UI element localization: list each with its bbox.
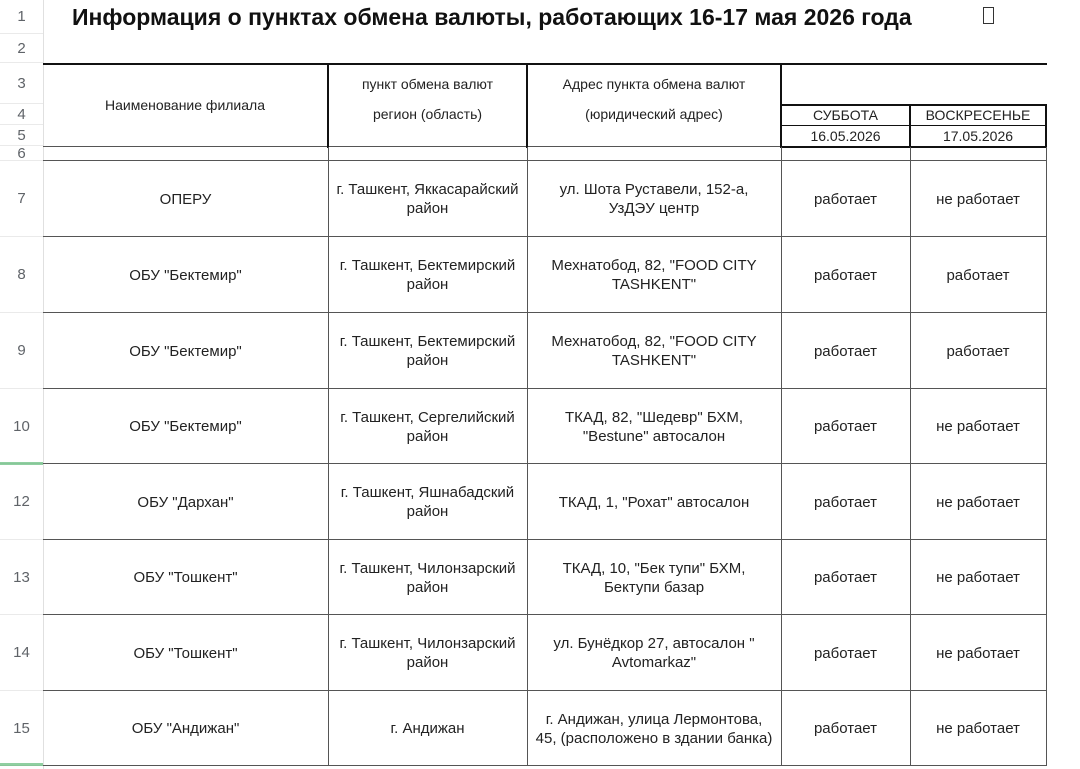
freeze-marker: [0, 462, 43, 465]
region-cell[interactable]: г. Андижан: [390, 720, 465, 737]
row-number[interactable]: 2: [0, 34, 43, 63]
region-cell[interactable]: г. Ташкент, Сергелийский район: [340, 408, 515, 445]
sunday-status-cell[interactable]: работает: [946, 342, 1010, 360]
column-border: [527, 147, 528, 766]
header-region-bottom: регион (область): [372, 105, 483, 122]
header-address-top: Адрес пункта обмена валют: [562, 75, 746, 92]
branch-name-cell[interactable]: ОБУ "Бектемир": [129, 266, 242, 284]
saturday-status-cell[interactable]: работает: [813, 418, 878, 435]
row-number[interactable]: 4: [0, 104, 43, 125]
saturday-status-cell[interactable]: работает: [813, 342, 878, 360]
region-cell[interactable]: г. Ташкент, Чилонзарский район: [339, 559, 516, 596]
row-number[interactable]: 3: [0, 63, 43, 104]
address-cell[interactable]: ул. Бунёдкор 27, автосалон " Avtomarkaz": [553, 635, 755, 671]
address-cell[interactable]: ТКАД, 82, "Шедевр" БХМ, "Bestune" автосалон: [564, 408, 744, 445]
header-bottom-border: [43, 146, 782, 147]
unknown-glyph-icon: [983, 7, 994, 24]
header-address-bottom: (юридический адрес): [585, 105, 723, 122]
header-region-top: пункт обмена валют: [361, 75, 494, 92]
saturday-status-cell[interactable]: работает: [813, 720, 878, 737]
header-saturday-date: 16.05.2026: [810, 127, 881, 144]
column-border: [1046, 147, 1047, 766]
branch-name-cell[interactable]: ОБУ "Тошкент": [133, 644, 238, 662]
sunday-status-cell[interactable]: не работает: [936, 720, 1020, 737]
freeze-marker: [0, 763, 43, 766]
address-cell[interactable]: ТКАД, 10, "Бек тупи" БХМ, Бектупи базар: [562, 559, 746, 596]
branch-name-cell[interactable]: ОБУ "Тошкент": [133, 569, 238, 586]
row-number[interactable]: 6: [0, 146, 43, 161]
sunday-status-cell[interactable]: не работает: [936, 190, 1020, 208]
row-number[interactable]: 8: [0, 237, 43, 313]
date-bottom-border: [782, 146, 1047, 148]
column-border: [910, 147, 911, 766]
branch-name-cell[interactable]: ОБУ "Бектемир": [129, 342, 242, 360]
address-cell[interactable]: г. Андижан, улица Лермонтова, 45, (расположено в здании банка): [535, 710, 773, 747]
sunday-status-cell[interactable]: не работает: [936, 493, 1020, 511]
branch-name-cell[interactable]: ОБУ "Дархан": [137, 493, 234, 511]
address-cell[interactable]: ул. Шота Руставели, 152-а, УзДЭУ центр: [559, 181, 749, 217]
address-cell[interactable]: Мехнатобод, 82, "FOOD CITY TASHKENT": [551, 333, 757, 369]
region-cell[interactable]: г. Ташкент, Бектемирский район: [339, 333, 516, 369]
sheet-title: Информация о пунктах обмена валюты, работающих 16-17 мая 2026 года: [72, 3, 912, 30]
sunday-status-cell[interactable]: не работает: [936, 418, 1020, 435]
header-sunday-date: 17.05.2026: [942, 127, 1014, 144]
region-cell[interactable]: г. Ташкент, Яшнабадский район: [340, 484, 515, 520]
branch-name-cell[interactable]: ОПЕРУ: [159, 190, 212, 208]
address-cell[interactable]: ТКАД, 1, "Рохат" автосалон: [558, 493, 750, 511]
row-number[interactable]: 9: [0, 313, 43, 389]
row-number[interactable]: 10: [0, 389, 43, 464]
branch-name-cell[interactable]: ОБУ "Бектемир": [129, 418, 242, 435]
header-col-divider: [1045, 104, 1047, 148]
row-number[interactable]: 1: [0, 0, 43, 34]
column-border: [328, 147, 329, 766]
row-number[interactable]: 7: [0, 161, 43, 237]
branch-name-cell[interactable]: ОБУ "Андижан": [131, 720, 240, 737]
header-branch: Наименование филиала: [104, 97, 265, 113]
region-cell[interactable]: г. Ташкент, Чилонзарский район: [339, 635, 516, 671]
row-number[interactable]: 12: [0, 464, 43, 540]
saturday-status-cell[interactable]: работает: [813, 266, 878, 284]
region-cell[interactable]: г. Ташкент, Бектемирский район: [339, 257, 516, 293]
region-cell[interactable]: г. Ташкент, Яккасарайский район: [336, 181, 519, 217]
sunday-status-cell[interactable]: работает: [946, 266, 1010, 284]
saturday-status-cell[interactable]: работает: [813, 190, 878, 208]
header-sunday: ВОСКРЕСЕНЬЕ: [925, 107, 1031, 123]
sunday-status-cell[interactable]: не работает: [936, 569, 1020, 586]
header-saturday: СУББОТА: [812, 107, 879, 123]
row-number[interactable]: 5: [0, 125, 43, 146]
row-number[interactable]: 13: [0, 540, 43, 615]
saturday-status-cell[interactable]: работает: [813, 493, 878, 511]
sunday-status-cell[interactable]: не работает: [936, 644, 1020, 662]
address-cell[interactable]: Мехнатобод, 82, "FOOD CITY TASHKENT": [551, 257, 757, 293]
column-border: [781, 147, 782, 766]
row-number[interactable]: 15: [0, 691, 43, 766]
saturday-status-cell[interactable]: работает: [813, 569, 878, 586]
saturday-status-cell[interactable]: работает: [813, 644, 878, 662]
row-number[interactable]: 14: [0, 615, 43, 691]
